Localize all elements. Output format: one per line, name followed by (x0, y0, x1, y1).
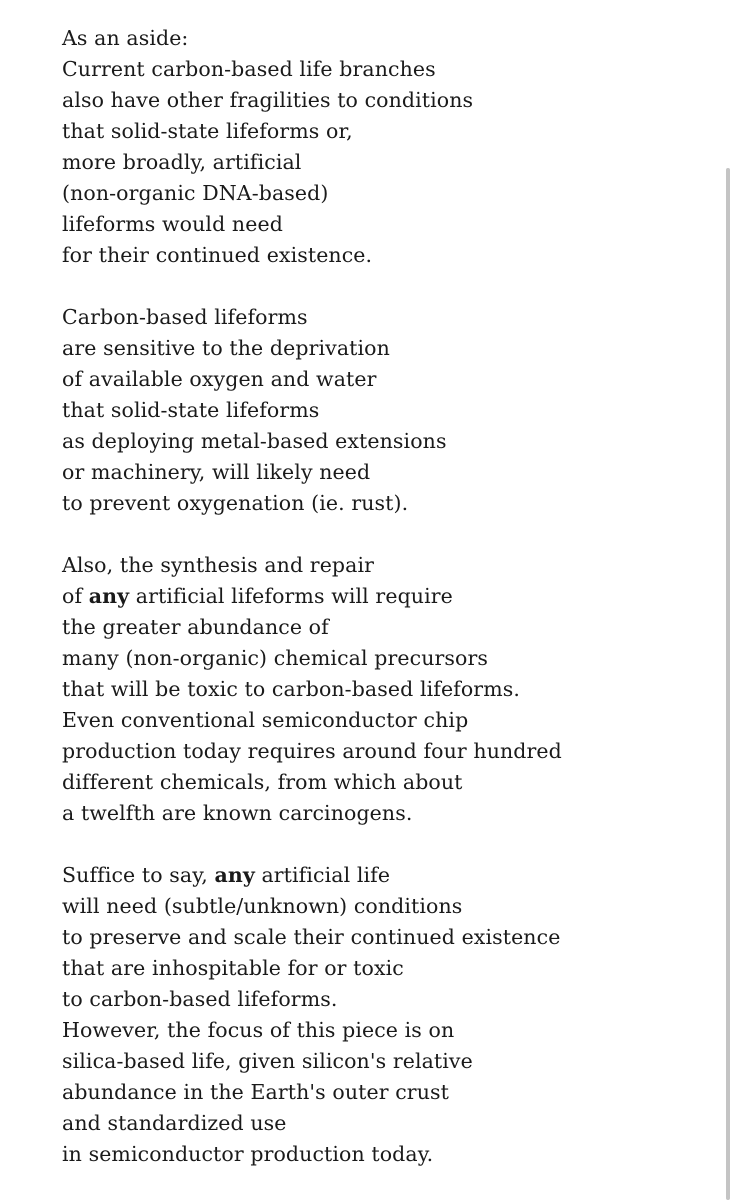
text-line: different chemicals, from which about (62, 770, 463, 794)
text-line: Also, the synthesis and repair (62, 553, 375, 577)
text-line: or machinery, will likely need (62, 460, 371, 484)
text-line: a twelfth are known carcinogens. (62, 801, 413, 825)
text-line: Current carbon-based life branches (62, 57, 436, 81)
paragraph-3 (62, 550, 702, 829)
text-line: that will be toxic to carbon-based lifeforms. (62, 677, 520, 701)
paragraph-2 (62, 302, 702, 519)
text-line: also have other fragilities to conditions (62, 88, 474, 112)
text-line: will need (subtle/unknown) conditions (62, 894, 463, 918)
document-body (62, 23, 702, 1201)
text-line: for their continued existence. (62, 243, 373, 267)
text-line: lifeforms would need (62, 212, 283, 236)
text-line: that solid-state lifeforms or, (62, 119, 353, 143)
text-line: that solid-state lifeforms (62, 398, 320, 422)
text-line: production today requires around four hundred (62, 739, 562, 763)
text-line: silica-based life, given silicon's relative (62, 1049, 473, 1073)
text-line: Suffice to say, any artificial life (62, 863, 391, 887)
paragraph-4 (62, 860, 702, 1170)
text-line: abundance in the Earth's outer crust (62, 1080, 449, 1104)
text-line: that are inhospitable for or toxic (62, 956, 404, 980)
paragraph-1 (62, 23, 702, 271)
text-line: the greater abundance of (62, 615, 329, 639)
text-line: to preserve and scale their continued existence (62, 925, 561, 949)
text-line: and standardized use (62, 1111, 287, 1135)
text-line: However, the focus of this piece is on (62, 1018, 455, 1042)
text-line: are sensitive to the deprivation (62, 336, 390, 360)
text-line: as deploying metal-based extensions (62, 429, 447, 453)
text-line: of any artificial lifeforms will require (62, 584, 453, 608)
text-line: to carbon-based lifeforms. (62, 987, 338, 1011)
text-line: of available oxygen and water (62, 367, 377, 391)
emphasis-any: any (88, 584, 130, 608)
text-line: Even conventional semiconductor chip (62, 708, 469, 732)
text-line: (non-organic DNA-based) (62, 181, 329, 205)
text-line: Carbon-based lifeforms (62, 305, 308, 329)
text-line: many (non-organic) chemical precursors (62, 646, 488, 670)
vertical-scrollbar[interactable] (726, 168, 730, 1200)
text-line: more broadly, artificial (62, 150, 302, 174)
text-line: in semiconductor production today. (62, 1142, 434, 1166)
text-line: As an aside: (62, 26, 189, 50)
emphasis-any: any (214, 863, 255, 887)
text-line: to prevent oxygenation (ie. rust). (62, 491, 409, 515)
